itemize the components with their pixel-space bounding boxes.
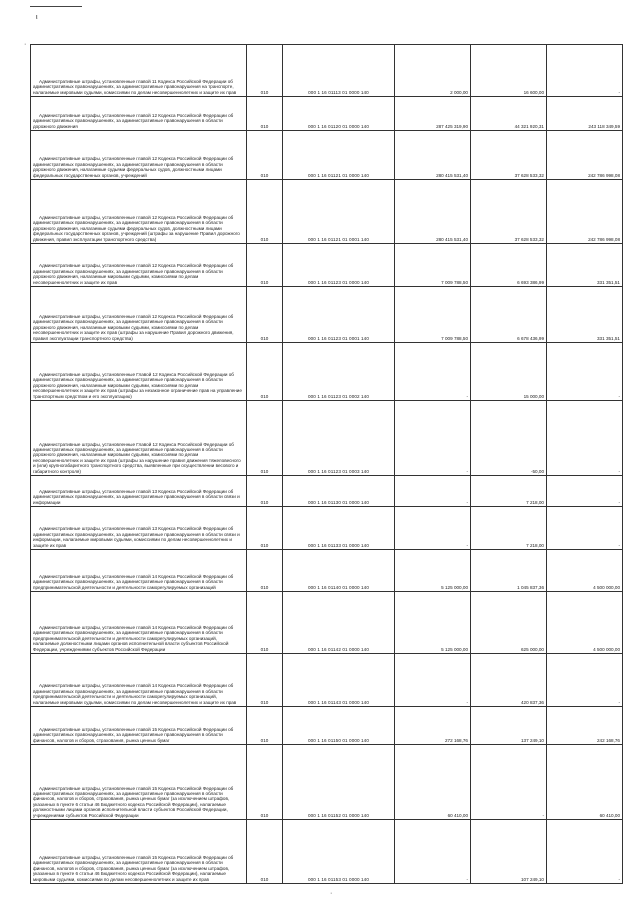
row-line-code: 010: [247, 745, 283, 820]
row-name: Административные штрафы, установленные главой 14 Кодекса Российской Федерации об административных правонарушениях, за административные правонарушения в области предпринимательской деятельности и деятельности саморегулируемых организаций, налагаемые должностными лицами органов исполнительной власти субъектов Российской Федерации, учреждениями субъектов Российской Федерации: [31, 592, 247, 654]
row-value-executed: -50,00: [471, 401, 547, 476]
row-value-executed: 107 249,10: [471, 820, 547, 884]
row-kbk-code: 000 1 16 01152 01 0000 140: [283, 745, 395, 820]
row-value-executed: 420 837,36: [471, 654, 547, 707]
row-value-unexecuted: 4 500 000,00: [547, 550, 623, 592]
top-rule: [30, 6, 82, 7]
row-line-code: 010: [247, 592, 283, 654]
row-value-unexecuted: -: [547, 45, 623, 97]
row-value-executed: -: [471, 745, 547, 820]
row-value-unexecuted: 242 786 998,08: [547, 180, 623, 244]
row-name: Административные штрафы, установленные главой 13 Кодекса Российской Федерации об административных правонарушениях, за административные правонарушения в области связи и информации: [31, 476, 247, 507]
row-value-approved: 7 009 788,50: [395, 244, 471, 287]
row-value-unexecuted: 4 500 000,00: [547, 592, 623, 654]
revenue-table: [30, 44, 623, 884]
row-value-unexecuted: 243 118 349,59: [547, 97, 623, 131]
row-name: Административные штрафы, установленные главой 15 Кодекса Российской Федерации об административных правонарушениях, за административные правонарушения в области финансов, налогов и сборов, страхования, рынка ценных бумаг: [31, 707, 247, 745]
page-top-mark: ι: [36, 14, 38, 21]
row-value-approved: 287 425 319,90: [395, 97, 471, 131]
row-value-approved: -: [395, 654, 471, 707]
row-value-approved: 7 009 788,50: [395, 287, 471, 343]
row-line-code: 010: [247, 180, 283, 244]
table-row: [31, 507, 623, 550]
row-kbk-code: 000 1 16 01121 01 0001 140: [283, 180, 395, 244]
table-row: [31, 654, 623, 707]
row-value-executed: 137 249,10: [471, 707, 547, 745]
row-value-executed: 44 321 920,31: [471, 97, 547, 131]
row-value-approved: 2 000,00: [395, 45, 471, 97]
table-row: [31, 343, 623, 401]
row-line-code: 010: [247, 476, 283, 507]
row-value-executed: 37 628 533,32: [471, 180, 547, 244]
row-kbk-code: 000 1 16 01133 01 0000 140: [283, 507, 395, 550]
row-name: Административные штрафы, установленные главой 15 Кодекса Российской Федерации об административных правонарушениях, за административные правонарушения в области финансов, налогов и сборов, страхования, рынка ценных бумаг (за исключением штрафов, указанных в пункте 6 статьи 46 Бюджетного кодекса Российской Федерации), налагаемые должностными лицами органов исполнительной власти субъектов Российской Федерации, учреждениями субъектов Российской Федерации: [31, 745, 247, 820]
table-row: [31, 244, 623, 287]
row-value-approved: 280 415 531,40: [395, 131, 471, 180]
table-row: [31, 745, 623, 820]
row-value-unexecuted: -: [547, 343, 623, 401]
row-value-executed: 6 693 386,99: [471, 244, 547, 287]
row-line-code: 010: [247, 131, 283, 180]
row-value-unexecuted: -: [547, 401, 623, 476]
row-value-approved: -: [395, 476, 471, 507]
row-value-approved: -: [395, 401, 471, 476]
row-name: Административные штрафы, установленные главой 12 Кодекса Российской Федерации об административных правонарушениях, за административные правонарушения в области дорожного движения, налагаемые судьями федеральных судов, должностными лицами федеральных государственных органов, учреждений: [31, 131, 247, 180]
row-value-executed: 6 678 436,99: [471, 287, 547, 343]
row-line-code: 010: [247, 507, 283, 550]
row-line-code: 010: [247, 97, 283, 131]
row-kbk-code: 000 1 16 01123 01 0000 140: [283, 244, 395, 287]
row-value-unexecuted: -: [547, 476, 623, 507]
row-value-executed: 7 218,00: [471, 507, 547, 550]
row-line-code: 010: [247, 343, 283, 401]
row-name: Административные штрафы, установленные главой 14 Кодекса Российской Федерации об административных правонарушениях, за административные правонарушения в области предпринимательской деятельности и деятельности саморегулируемых организаций: [31, 550, 247, 592]
row-value-executed: 15 000,00: [471, 343, 547, 401]
row-line-code: 010: [247, 820, 283, 884]
row-name: Административные штрафы, установленные главой 14 Кодекса Российской Федерации об административных правонарушениях, за административные правонарушения в области предпринимательской деятельности и деятельности саморегулируемых организаций, налагаемые мировыми судьями, комиссиями по делам несовершеннолетних и защите их прав: [31, 654, 247, 707]
table-row: [31, 131, 623, 180]
row-kbk-code: 000 1 16 01140 01 0000 140: [283, 550, 395, 592]
row-value-unexecuted: -: [547, 507, 623, 550]
row-line-code: 010: [247, 401, 283, 476]
row-value-executed: 1 045 837,36: [471, 550, 547, 592]
row-name: Административные штрафы, установленные главой 12 Кодекса Российской Федерации об административных правонарушениях, за административные правонарушения в области дорожного движения: [31, 97, 247, 131]
row-line-code: 010: [247, 707, 283, 745]
row-kbk-code: 000 1 16 01113 01 0000 140: [283, 45, 395, 97]
row-kbk-code: 000 1 16 01143 01 0000 140: [283, 654, 395, 707]
row-line-code: 010: [247, 244, 283, 287]
table-row: [31, 180, 623, 244]
row-value-unexecuted: 242 168,76: [547, 707, 623, 745]
row-value-approved: 5 125 000,00: [395, 550, 471, 592]
row-kbk-code: 000 1 16 01142 01 0000 140: [283, 592, 395, 654]
row-kbk-code: 000 1 16 01123 01 0001 140: [283, 287, 395, 343]
row-value-unexecuted: -: [547, 820, 623, 884]
row-value-approved: -: [395, 820, 471, 884]
row-value-executed: 16 600,00: [471, 45, 547, 97]
table-row: [31, 550, 623, 592]
row-name: Административные штрафы, установленные главой 13 Кодекса Российской Федерации об административных правонарушениях, за административные правонарушения в области связи и информации, налагаемые мировыми судьями, комиссиями по делам несовершеннолетних и защите их прав: [31, 507, 247, 550]
row-line-code: 010: [247, 550, 283, 592]
row-value-executed: 625 000,00: [471, 592, 547, 654]
table-row: [31, 476, 623, 507]
row-value-approved: 60 410,00: [395, 745, 471, 820]
row-name: Административные штрафы, установленные главой 12 Кодекса Российской Федерации об административных правонарушениях, за административные правонарушения в области дорожного движения, налагаемые мировыми судьями, комиссиями по делам несовершеннолетних и защите их прав (штрафы за нарушение Правил дорожного движения, правил эксплуатации транспортного средства): [31, 287, 247, 343]
row-kbk-code: 000 1 16 01150 01 0000 140: [283, 707, 395, 745]
row-kbk-code: 000 1 16 01123 01 0002 140: [283, 343, 395, 401]
row-name: Административные штрафы, установленные главой 11 Кодекса Российской Федерации об административных правонарушениях, за административные правонарушения на транспорте, налагаемые мировыми судьями, комиссиями по делам несовершеннолетних и защите их прав: [31, 45, 247, 97]
row-name: Административные штрафы, установленные главой 15 Кодекса Российской Федерации об административных правонарушениях, за административные правонарушения в области финансов, налогов и сборов, страхования, рынка ценных бумаг (за исключением штрафов, указанных в пункте 6 статьи 46 Бюджетного кодекса Российской Федерации), налагаемые мировыми судьями, комиссиями по делам несовершеннолетних и защите их прав: [31, 820, 247, 884]
row-kbk-code: 000 1 16 01123 01 0003 140: [283, 401, 395, 476]
row-value-approved: -: [395, 343, 471, 401]
row-line-code: 010: [247, 654, 283, 707]
table-row: [31, 97, 623, 131]
row-name: Административные штрафы, установленные главой 12 Кодекса Российской Федерации об административных правонарушениях, за административные правонарушения в области дорожного движения, налагаемые мировыми судьями, комиссиями по делам несовершеннолетних и защите их прав: [31, 244, 247, 287]
row-value-unexecuted: -: [547, 654, 623, 707]
table-row: [31, 820, 623, 884]
row-value-executed: 7 218,00: [471, 476, 547, 507]
margin-dot: ·: [24, 41, 27, 48]
row-value-unexecuted: 331 351,51: [547, 287, 623, 343]
row-kbk-code: 000 1 16 01121 01 0000 140: [283, 131, 395, 180]
row-value-executed: 37 628 533,32: [471, 131, 547, 180]
row-value-approved: 5 125 000,00: [395, 592, 471, 654]
row-value-approved: 272 168,76: [395, 707, 471, 745]
row-value-unexecuted: 242 786 998,08: [547, 131, 623, 180]
row-kbk-code: 000 1 16 01130 01 0000 140: [283, 476, 395, 507]
row-name: Административные штрафы, установленные главой 12 Кодекса Российской Федерации об административных правонарушениях, за административные правонарушения в области дорожного движения, налагаемые судьями федеральных судов, должностными лицами федеральных государственных органов, учреждений (штрафы за нарушение Правил дорожного движения, правил эксплуатации транспортного средства): [31, 180, 247, 244]
row-value-approved: 280 415 531,40: [395, 180, 471, 244]
row-value-approved: -: [395, 507, 471, 550]
table-row: [31, 287, 623, 343]
row-line-code: 010: [247, 45, 283, 97]
table-row: [31, 707, 623, 745]
row-value-unexecuted: 60 410,00: [547, 745, 623, 820]
table-row: [31, 401, 623, 476]
table-row: [31, 592, 623, 654]
row-line-code: 010: [247, 287, 283, 343]
row-name: Административные штрафы, установленные Главой 12 Кодекса Российской Федерации об административных правонарушениях, за административные правонарушения в области дорожного движения, налагаемые мировыми судьями, комиссиями по делам несовершеннолетних и защите их прав (штрафы за нарушение правил движения тяжеловесного и (или) крупногабаритного транспортного средства, выявленные при осуществлении весового и габаритного контроля): [31, 401, 247, 476]
table-row: [31, 45, 623, 97]
row-kbk-code: 000 1 16 01153 01 0000 140: [283, 820, 395, 884]
row-kbk-code: 000 1 16 01120 01 0000 140: [283, 97, 395, 131]
margin-dot: ·: [330, 890, 333, 897]
row-name: Административные штрафы, установленные Главой 12 Кодекса Российской Федерации об административных правонарушениях, за административные правонарушения в области дорожного движения, налагаемые мировыми судьями, комиссиями по делам несовершеннолетних и защите их прав (штрафы за незаконное ограничение прав на управление транспортным средством и его эксплуатацию): [31, 343, 247, 401]
row-value-unexecuted: 331 351,51: [547, 244, 623, 287]
